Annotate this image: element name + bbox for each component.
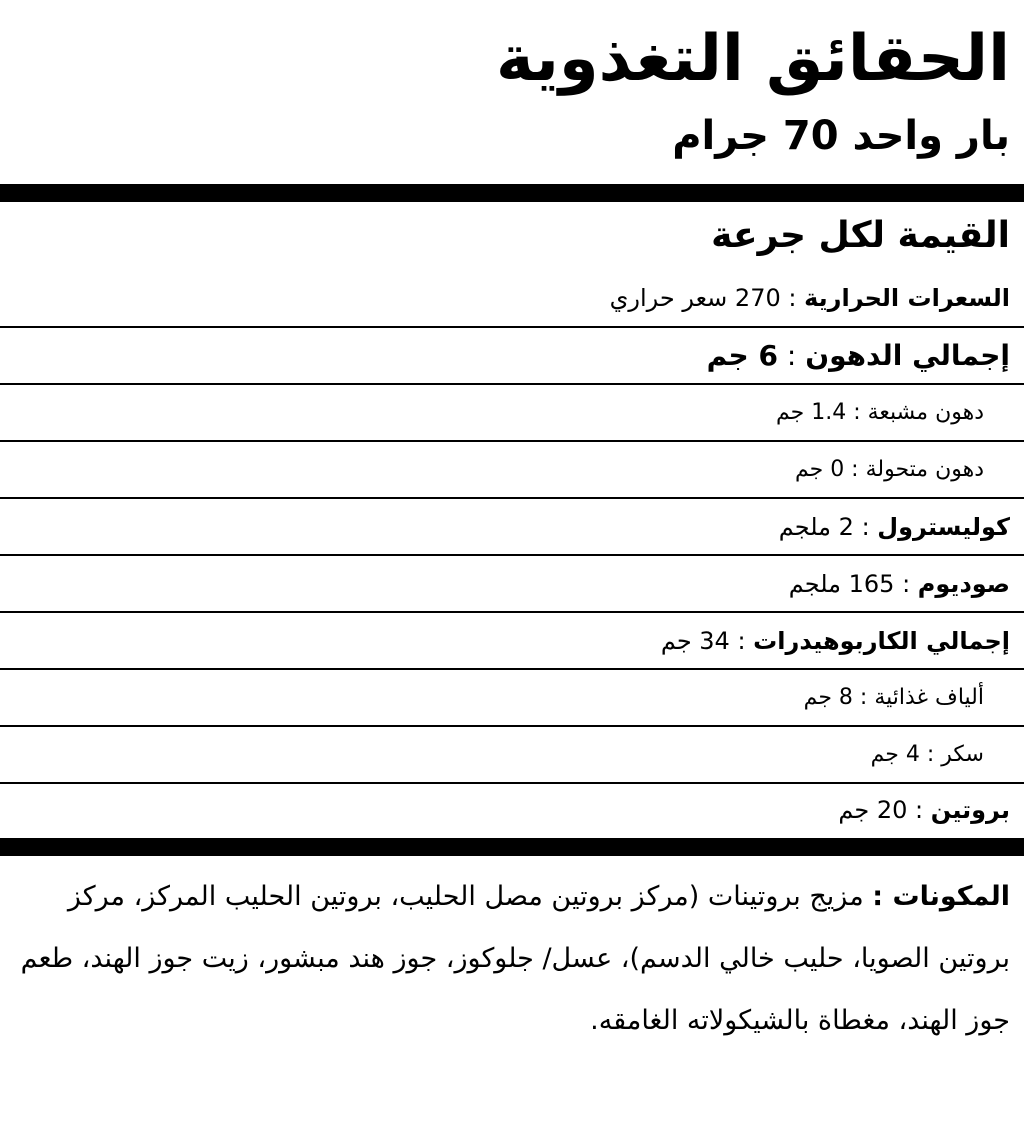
- serving-size: بار واحد 70 جرام: [672, 113, 1010, 159]
- nutrient-row-dietary-fiber: [0, 670, 984, 726]
- separator: :: [846, 400, 868, 425]
- separator: :: [919, 742, 942, 767]
- ingredients-text: مزيج بروتينات (مركز بروتين مصل الحليب، بروتين الحليب المركز، مركز بروتين الصويا، حليب خالي الدسم)، عسل/ جلوكوز، جوز هند مبشور، زيت جوز الهند، طعم جوز الهند، مغطاة بالشيكولاته الغامقه.: [20, 881, 1010, 1036]
- label-title: الحقائق التغذوية: [496, 22, 1010, 96]
- nutrient-value: 270 سعر حراري: [609, 284, 781, 312]
- nutrient-label: إجمالي الكاربوهيدرات: [753, 627, 1010, 655]
- per-serving-heading: القيمة لكل جرعة: [711, 215, 1010, 256]
- nutrient-label: دهون مشبعة: [867, 400, 984, 425]
- nutrient-label: السعرات الحرارية: [804, 284, 1010, 312]
- nutrient-row-saturated-fat: [0, 385, 984, 441]
- nutrient-label: سكر: [941, 742, 984, 767]
- nutrient-row-sodium: [0, 556, 1010, 612]
- nutrient-value: 34 جم: [660, 627, 730, 655]
- nutrient-value: 165 ملجم: [788, 570, 895, 598]
- separator: :: [780, 284, 805, 312]
- nutrient-row-total-carbohydrates: [0, 613, 1010, 669]
- nutrient-label: إجمالي الدهون: [805, 339, 1010, 372]
- nutrient-row-total-fat: [0, 328, 1010, 384]
- nutrient-row-trans-fat: [0, 442, 984, 498]
- nutrient-value: 8 جم: [803, 685, 853, 710]
- nutrient-value: 20 جم: [838, 796, 908, 824]
- separator: :: [777, 339, 806, 372]
- separator: :: [907, 796, 931, 824]
- separator: :: [729, 627, 754, 655]
- separator: :: [844, 457, 866, 482]
- nutrient-label: صوديوم: [917, 570, 1010, 598]
- nutrient-row-cholesterol: [0, 499, 1010, 555]
- ingredients-block: [14, 866, 1010, 1052]
- separator: :: [894, 570, 918, 598]
- separator: :: [852, 685, 875, 710]
- nutrient-label: دهون متحولة: [865, 457, 984, 482]
- nutrient-row-sugar: [0, 727, 984, 783]
- ingredients-label: المكونات :: [872, 881, 1010, 912]
- nutrient-value: 2 ملجم: [778, 513, 854, 541]
- thick-divider-top: [0, 184, 1024, 202]
- nutrient-label: ألياف غذائية: [874, 685, 984, 710]
- nutrient-label: بروتين: [930, 796, 1010, 824]
- nutrient-value: 4 جم: [870, 742, 920, 767]
- nutrient-row-protein: [0, 782, 1010, 838]
- nutrient-label: كوليسترول: [877, 513, 1010, 541]
- nutrient-value: 6 جم: [706, 339, 778, 372]
- separator: :: [853, 513, 878, 541]
- nutrient-value: 1.4 جم: [775, 400, 847, 425]
- nutrient-value: 0 جم: [794, 457, 845, 482]
- thick-divider-bottom: [0, 838, 1024, 856]
- nutrient-row-calories: [0, 270, 1010, 326]
